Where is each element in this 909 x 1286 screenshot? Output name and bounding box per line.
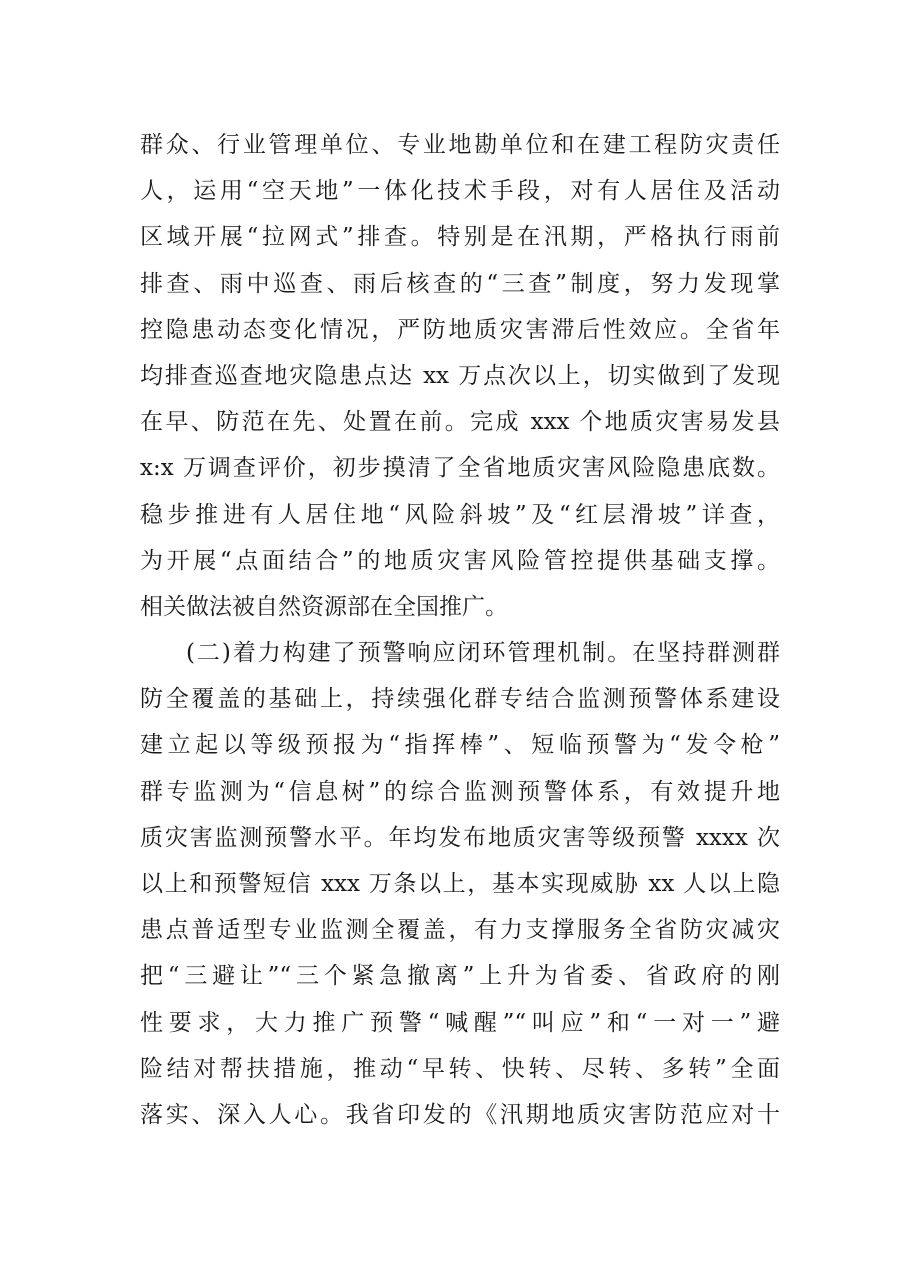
text-line: 落实、深入人心。我省印发的《汛期地质灾害防范应对十 <box>140 1101 780 1128</box>
text-line: 以上和预警短信 xxx 万条以上，基本实现威胁 xx 人以上隐 <box>140 871 780 897</box>
text-line: 稳步推进有人居住地“风险斜坡”及“红层滑坡”详查， <box>140 501 780 528</box>
text-line: 排查、雨中巡查、雨后核查的“三查”制度，努力发现掌 <box>140 270 780 297</box>
text-line: 区域开展“拉网式”排查。特别是在汛期，严格执行雨前 <box>140 224 780 251</box>
text-line: 为开展“点面结合”的地质灾害风险管控提供基础支撑。 <box>140 547 780 574</box>
text-line: 群专监测为“信息树”的综合监测预警体系，有效提升地 <box>140 778 780 805</box>
text-line: 相关做法被自然资源部在全国推广。 <box>140 593 508 620</box>
text-line: 在早、防范在先、处置在前。完成 xxx 个地质灾害易发县 <box>140 409 780 436</box>
text-line: 性要求，大力推广预警“喊醒”“叫应”和“一对一”避 <box>140 1009 780 1036</box>
text-line: 人，运用“空天地”一体化技术手段，对有人居住及活动 <box>140 178 780 205</box>
text-line: 防全覆盖的基础上，持续强化群专结合监测预警体系建设 <box>140 686 780 713</box>
text-line: 控隐患动态变化情况，严防地质灾害滞后性效应。全省年 <box>140 316 780 343</box>
text-line: 险结对帮扶措施，推动“早转、快转、尽转、多转”全面 <box>140 1055 780 1082</box>
text-line: 建立起以等级预报为“指挥棒”、短临预警为“发令枪” <box>140 732 780 759</box>
section-heading-line: (二)着力构建了预警响应闭环管理机制。在坚持群测群 <box>186 640 780 667</box>
text-line: 群众、行业管理单位、专业地勘单位和在建工程防灾责任 <box>140 132 780 158</box>
text-line: 均排查巡查地灾隐患点达 xx 万点次以上，切实做到了发现 <box>140 362 780 389</box>
body-text <box>140 122 780 1138</box>
text-line: 患点普适型专业监测全覆盖，有力支撑服务全省防灾减灾 <box>140 917 780 944</box>
text-line: x:x 万调查评价，初步摸清了全省地质灾害风险隐患底数。 <box>140 455 780 482</box>
text-line: 把“三避让”“三个紧急撤离”上升为省委、省政府的刚 <box>140 963 780 990</box>
text-line: 质灾害监测预警水平。年均发布地质灾害等级预警 xxxx 次 <box>140 824 780 851</box>
